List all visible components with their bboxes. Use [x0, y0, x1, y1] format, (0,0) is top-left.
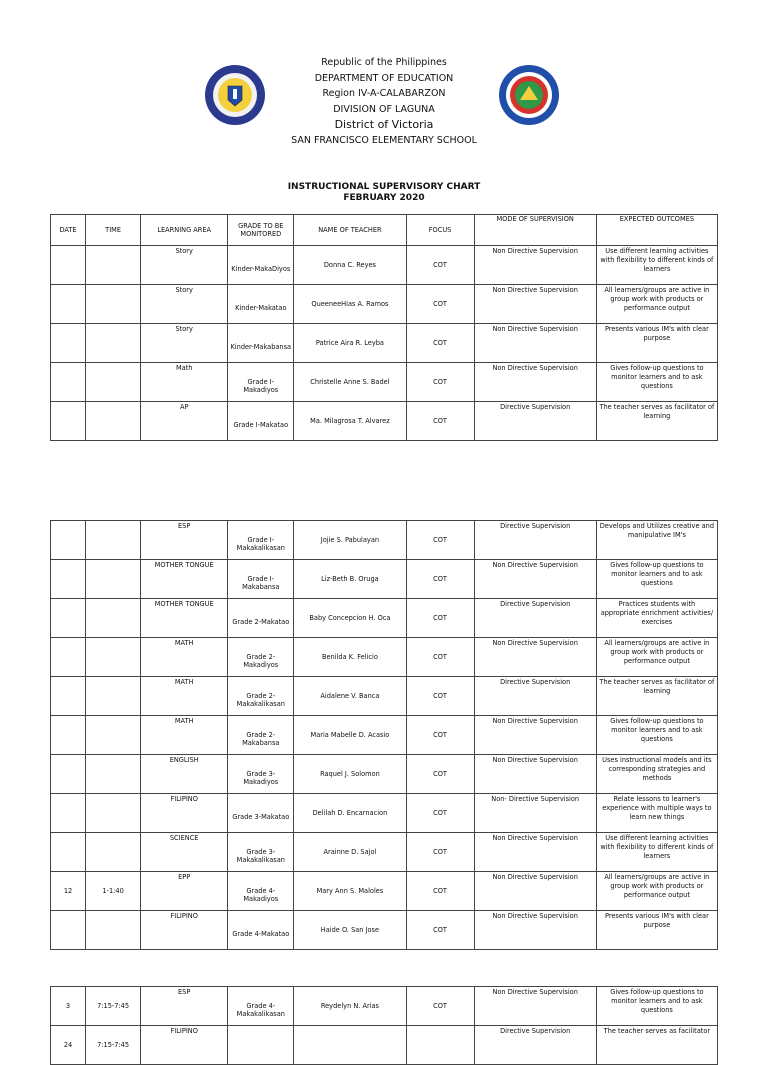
expected-outcome-cell: Presents various IM's with clear purpose [596, 324, 717, 363]
date-cell [51, 833, 86, 872]
focus-cell: COT [406, 560, 474, 599]
date-cell [51, 402, 86, 441]
teacher-name-cell: Jojie S. Pabulayan [294, 521, 406, 560]
learning-area-cell: MATH [141, 716, 228, 755]
time-cell [86, 363, 141, 402]
learning-area-cell: Story [141, 246, 228, 285]
column-header-grade: GRADE TO BE MONITORED [228, 215, 294, 246]
time-cell [86, 560, 141, 599]
chart-title-block [0, 182, 768, 204]
grade-cell: Grade 2-Makadiyos [228, 638, 294, 677]
grade-cell: Kinder-Makabansa [228, 324, 294, 363]
expected-outcome-cell: Presents various IM's with clear purpose [596, 911, 717, 950]
time-cell [86, 716, 141, 755]
expected-outcome-cell: Gives follow-up questions to monitor learners and to ask questions [596, 716, 717, 755]
table-row [51, 1026, 718, 1065]
expected-outcome-cell: Practices students with appropriate enrichment activities/ exercises [596, 599, 717, 638]
supervision-mode-cell: Non Directive Supervision [474, 755, 596, 794]
teacher-name-cell: Ma. Milagrosa T. Alvarez [294, 402, 406, 441]
focus-cell: COT [406, 402, 474, 441]
date-cell: 12 [51, 872, 86, 911]
focus-cell: COT [406, 324, 474, 363]
teacher-name-cell: Mary Ann S. Maloles [294, 872, 406, 911]
column-header-focus: FOCUS [406, 215, 474, 246]
time-cell [86, 833, 141, 872]
grade-cell: Grade 4-Makadiyos [228, 872, 294, 911]
learning-area-cell: MATH [141, 677, 228, 716]
table-row [51, 755, 718, 794]
grade-cell: Grade I-Makadiyos [228, 363, 294, 402]
supervisory-table-2 [50, 520, 718, 950]
grade-cell: Grade 3-Makadiyos [228, 755, 294, 794]
table-row [51, 794, 718, 833]
date-cell [51, 521, 86, 560]
learning-area-cell: SCIENCE [141, 833, 228, 872]
focus-cell: COT [406, 872, 474, 911]
expected-outcome-cell: Gives follow-up questions to monitor learners and to ask questions [596, 987, 717, 1026]
focus-cell: COT [406, 246, 474, 285]
teacher-name-cell: Haide O. San Jose [294, 911, 406, 950]
supervision-mode-cell: Non Directive Supervision [474, 833, 596, 872]
supervision-mode-cell: Directive Supervision [474, 599, 596, 638]
date-cell [51, 324, 86, 363]
column-header-date: DATE [51, 215, 86, 246]
header-line: District of Victoria [334, 118, 434, 131]
grade-cell: Kinder-Makatao [228, 285, 294, 324]
teacher-name-cell: Donna C. Reyes [294, 246, 406, 285]
expected-outcome-cell: Gives follow-up questions to monitor learners and to ask questions [596, 560, 717, 599]
expected-outcome-cell: Use different learning activities with flexibility to different kinds of learners [596, 246, 717, 285]
column-header-time: TIME [86, 215, 141, 246]
teacher-name-cell: Liz-Beth B. Oruga [294, 560, 406, 599]
expected-outcome-cell: All learners/groups are active in group work with products or performance output [596, 872, 717, 911]
teacher-name-cell: Patrice Aira R. Leyba [294, 324, 406, 363]
learning-area-cell: AP [141, 402, 228, 441]
time-cell [86, 246, 141, 285]
learning-area-cell: ESP [141, 521, 228, 560]
grade-cell: Grade 2-Makakalikasan [228, 677, 294, 716]
supervision-mode-cell: Non Directive Supervision [474, 363, 596, 402]
supervision-mode-cell: Non Directive Supervision [474, 638, 596, 677]
time-cell [86, 794, 141, 833]
supervision-mode-cell: Non Directive Supervision [474, 285, 596, 324]
document-subtitle: FEBRUARY 2020 [343, 193, 425, 203]
supervision-mode-cell: Non Directive Supervision [474, 560, 596, 599]
learning-area-cell: EPP [141, 872, 228, 911]
table-row [51, 911, 718, 950]
supervision-mode-cell: Non Directive Supervision [474, 872, 596, 911]
focus-cell: COT [406, 755, 474, 794]
teacher-name-cell: Reydelyn N. Arias [294, 987, 406, 1026]
column-header-mode: MODE OF SUPERVISION [474, 215, 596, 246]
supervision-mode-cell: Directive Supervision [474, 677, 596, 716]
expected-outcome-cell: All learners/groups are active in group work with products or performance output [596, 285, 717, 324]
grade-cell: Grade 2-Makatao [228, 599, 294, 638]
table-row [51, 599, 718, 638]
date-cell [51, 246, 86, 285]
focus-cell: COT [406, 521, 474, 560]
column-header-outcomes: EXPECTED OUTCOMES [596, 215, 717, 246]
grade-cell: Grade I-Makabansa [228, 560, 294, 599]
teacher-name-cell: Maria Mabelle D. Acasio [294, 716, 406, 755]
time-cell [86, 599, 141, 638]
teacher-name-cell: Raquel J. Solomon [294, 755, 406, 794]
header-line: DIVISION OF LAGUNA [333, 103, 435, 115]
grade-cell: Grade 2-Makabansa [228, 716, 294, 755]
time-cell [86, 285, 141, 324]
column-header-learning-area: LEARNING AREA [141, 215, 228, 246]
document-header [0, 55, 768, 148]
table-row [51, 872, 718, 911]
table-header-row [51, 215, 718, 246]
table-row [51, 246, 718, 285]
table-row [51, 833, 718, 872]
learning-area-cell: FILIPINO [141, 911, 228, 950]
header-line: Republic of the Philippines [321, 57, 447, 68]
expected-outcome-cell: Relate lessons to learner's experience with multiple ways to learn new things [596, 794, 717, 833]
table-row [51, 363, 718, 402]
grade-cell: Grade 3-Makatao [228, 794, 294, 833]
supervision-mode-cell: Non Directive Supervision [474, 324, 596, 363]
teacher-name-cell: Arainne D. Sajol [294, 833, 406, 872]
date-cell: 24 [51, 1026, 86, 1065]
table-row [51, 285, 718, 324]
date-cell [51, 716, 86, 755]
table-row [51, 402, 718, 441]
table-row [51, 324, 718, 363]
table-row [51, 987, 718, 1026]
expected-outcome-cell: All learners/groups are active in group work with products or performance output [596, 638, 717, 677]
learning-area-cell: MOTHER TONGUE [141, 560, 228, 599]
grade-cell: Grade 4-Makatao [228, 911, 294, 950]
time-cell: 7:15-7:45 [86, 987, 141, 1026]
column-header-teacher: NAME OF TEACHER [294, 215, 406, 246]
learning-area-cell: FILIPINO [141, 1026, 228, 1065]
time-cell [86, 521, 141, 560]
grade-cell [228, 1026, 294, 1065]
learning-area-cell: ENGLISH [141, 755, 228, 794]
learning-area-cell: MATH [141, 638, 228, 677]
expected-outcome-cell: The teacher serves as facilitator of learning [596, 402, 717, 441]
focus-cell: COT [406, 987, 474, 1026]
learning-area-cell: Story [141, 285, 228, 324]
header-line: DEPARTMENT OF EDUCATION [314, 72, 454, 84]
supervision-mode-cell: Non Directive Supervision [474, 911, 596, 950]
table-row [51, 521, 718, 560]
focus-cell: COT [406, 363, 474, 402]
supervision-mode-cell: Directive Supervision [474, 521, 596, 560]
expected-outcome-cell: Gives follow-up questions to monitor learners and to ask questions [596, 363, 717, 402]
time-cell [86, 402, 141, 441]
time-cell [86, 755, 141, 794]
learning-area-cell: MOTHER TONGUE [141, 599, 228, 638]
teacher-name-cell: QueeneeHias A. Ramos [294, 285, 406, 324]
header-line: Region IV-A-CALABARZON [322, 88, 446, 99]
focus-cell: COT [406, 911, 474, 950]
table-row [51, 716, 718, 755]
table-row [51, 638, 718, 677]
supervision-mode-cell: Directive Supervision [474, 402, 596, 441]
focus-cell: COT [406, 677, 474, 716]
teacher-name-cell: Aidalene V. Banca [294, 677, 406, 716]
expected-outcome-cell: Develops and Utilizes creative and manipulative IM's [596, 521, 717, 560]
teacher-name-cell: Christelle Anne S. Badel [294, 363, 406, 402]
grade-cell: Grade 3-Makakalikasan [228, 833, 294, 872]
focus-cell: COT [406, 716, 474, 755]
date-cell [51, 363, 86, 402]
expected-outcome-cell: The teacher serves as facilitator [596, 1026, 717, 1065]
date-cell [51, 285, 86, 324]
focus-cell: COT [406, 285, 474, 324]
supervision-mode-cell: Non- Directive Supervision [474, 794, 596, 833]
supervision-mode-cell: Non Directive Supervision [474, 987, 596, 1026]
learning-area-cell: Math [141, 363, 228, 402]
expected-outcome-cell: The teacher serves as facilitator of learning [596, 677, 717, 716]
date-cell [51, 794, 86, 833]
date-cell [51, 599, 86, 638]
supervisory-table-1 [50, 214, 718, 441]
grade-cell: Kinder-MakaDiyos [228, 246, 294, 285]
date-cell: 3 [51, 987, 86, 1026]
date-cell [51, 911, 86, 950]
grade-cell: Grade I-Makatao [228, 402, 294, 441]
time-cell [86, 677, 141, 716]
learning-area-cell: FILIPINO [141, 794, 228, 833]
document-title: INSTRUCTIONAL SUPERVISORY CHART [287, 182, 481, 192]
table-row [51, 560, 718, 599]
grade-cell: Grade I-Makakalikasan [228, 521, 294, 560]
focus-cell: COT [406, 638, 474, 677]
expected-outcome-cell: Uses instructional models and its corresponding strategies and methods [596, 755, 717, 794]
supervision-mode-cell: Non Directive Supervision [474, 716, 596, 755]
date-cell [51, 560, 86, 599]
focus-cell: COT [406, 794, 474, 833]
focus-cell: COT [406, 833, 474, 872]
time-cell [86, 638, 141, 677]
date-cell [51, 638, 86, 677]
supervision-mode-cell: Non Directive Supervision [474, 246, 596, 285]
learning-area-cell: Story [141, 324, 228, 363]
time-cell: 7:15-7:45 [86, 1026, 141, 1065]
time-cell [86, 324, 141, 363]
date-cell [51, 755, 86, 794]
focus-cell [406, 1026, 474, 1065]
teacher-name-cell: Baby Concepcion H. Oca [294, 599, 406, 638]
time-cell: 1-1:40 [86, 872, 141, 911]
teacher-name-cell: Benilda K. Felicio [294, 638, 406, 677]
supervisory-table-3 [50, 986, 718, 1065]
table-row [51, 677, 718, 716]
grade-cell: Grade 4-Makakalikasan [228, 987, 294, 1026]
supervision-mode-cell: Directive Supervision [474, 1026, 596, 1065]
date-cell [51, 677, 86, 716]
time-cell [86, 911, 141, 950]
teacher-name-cell [294, 1026, 406, 1065]
teacher-name-cell: Delilah D. Encarnacion [294, 794, 406, 833]
expected-outcome-cell: Use different learning activities with flexibility to different kinds of learners [596, 833, 717, 872]
header-line: SAN FRANCISCO ELEMENTARY SCHOOL [291, 134, 477, 146]
learning-area-cell: ESP [141, 987, 228, 1026]
focus-cell: COT [406, 599, 474, 638]
